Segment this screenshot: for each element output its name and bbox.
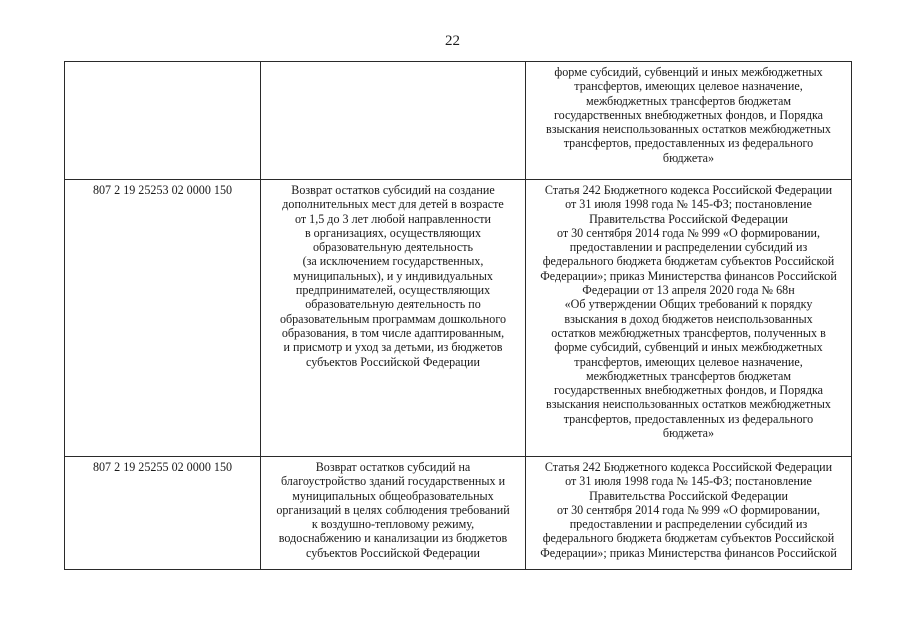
description-line: муниципальных общеобразовательных [292,488,494,503]
description-cell [261,62,526,180]
legal-basis-line: трансфертов, имеющих целевое назначение, [574,79,803,94]
description-line: в организациях, осуществляющих [304,225,482,240]
description-line: к воздушно-тепловому режиму, [311,517,475,532]
legal-basis-line: Федерации»; приказ Министерства финансов Российской [540,268,837,283]
description-line: муниципальных), и у индивидуальных [293,268,493,283]
code-cell: 807 2 19 25255 02 0000 150 [65,457,261,570]
page-number: 22 [445,33,460,49]
legal-basis-line: бюджета» [662,150,715,165]
legal-basis-line: остатков межбюджетных трансфертов, полученных в [551,325,826,340]
description-line: предпринимателей, осуществляющих [295,283,491,298]
legal-basis-line: федерального бюджета бюджетам субъектов Российской [542,531,835,546]
legal-basis-line: Федерации»; приказ Министерства финансов Российской [540,545,837,560]
description-cell [261,457,526,570]
description-line: благоустройство зданий государственных и [280,474,506,489]
legal-basis-line: взыскания неиспользованных остатков межбюджетных [546,397,831,412]
code-cell: 807 2 19 25253 02 0000 150 [65,180,261,457]
legal-basis-cell [526,457,852,570]
legal-basis-line: Статья 242 Бюджетного кодекса Российской Федерации [544,183,833,197]
description-cell [261,180,526,457]
description-line: организаций в целях соблюдения требований [276,502,510,517]
code-cell [65,62,261,180]
legal-basis-line: форме субсидий, субвенций и иных межбюджетных [554,340,823,355]
description-line: образовательную деятельность [312,240,474,255]
description-line: Возврат остатков субсидий на создание [291,183,495,197]
table-row [65,62,852,180]
budget-codes-table [64,61,852,570]
legal-basis-line: Федерации от 13 апреля 2020 года № 68н [582,283,795,298]
legal-basis-line: государственных внебюджетных фондов, и Порядка [553,107,824,122]
legal-basis-line: предоставлении и распределении субсидий из [569,517,808,532]
legal-basis-line: межбюджетных трансфертов бюджетам [585,93,792,108]
description-line: субъектов Российской Федерации [306,354,480,369]
legal-basis-cell [526,180,852,457]
legal-basis-line: от 31 июля 1998 года № 145-ФЗ; постановление [565,197,812,212]
description-line: (за исключением государственных, [302,254,484,269]
table-row [65,180,852,457]
legal-basis-line: взыскания неиспользованных остатков межбюджетных [546,122,831,137]
legal-basis-line: трансфертов, предоставленных из федерального [563,411,814,426]
legal-basis-line: государственных внебюджетных фондов, и Порядка [553,383,824,398]
legal-basis-line: федерального бюджета бюджетам субъектов Российской [542,254,835,269]
legal-basis-line: трансфертов, предоставленных из федерального [563,136,814,151]
legal-basis-line: трансфертов, имеющих целевое назначение, [574,354,803,369]
table-row [65,457,852,570]
description-line: от 1,5 до 3 лет любой направленности [294,211,492,226]
description-line: образования, в том числе адаптированным, [281,325,505,340]
legal-basis-line: Правительства Российской Федерации [589,211,788,226]
legal-basis-line: Правительства Российской Федерации [589,488,788,503]
legal-basis-line: от 30 сентября 2014 года № 999 «О формировании, [556,225,821,240]
description-line: Возврат остатков субсидий на [315,460,471,474]
description-line: образовательным программам дошкольного [279,311,507,326]
description-line: дополнительных мест для детей в возрасте [282,197,504,212]
legal-basis-line: взыскания в доход бюджетов неиспользованных [564,311,813,326]
legal-basis-line: бюджета» [662,426,715,441]
legal-basis-cell [526,62,852,180]
legal-basis-line: предоставлении и распределении субсидий из [569,240,808,255]
description-line: водоснабжению и канализации из бюджетов [278,531,508,546]
legal-basis-line: Статья 242 Бюджетного кодекса Российской Федерации [544,460,833,474]
description-line: и присмотр и уход за детьми, из бюджетов [283,340,503,355]
legal-basis-line: «Об утверждении Общих требований к порядку [564,297,813,312]
legal-basis-line: межбюджетных трансфертов бюджетам [585,368,792,383]
description-line: субъектов Российской Федерации [306,545,480,560]
legal-basis-line: от 30 сентября 2014 года № 999 «О формировании, [556,502,821,517]
description-line: образовательную деятельность по [305,297,481,312]
legal-basis-line: форме субсидий, субвенций и иных межбюджетных [554,65,823,79]
legal-basis-line: от 31 июля 1998 года № 145-ФЗ; постановление [565,474,812,489]
